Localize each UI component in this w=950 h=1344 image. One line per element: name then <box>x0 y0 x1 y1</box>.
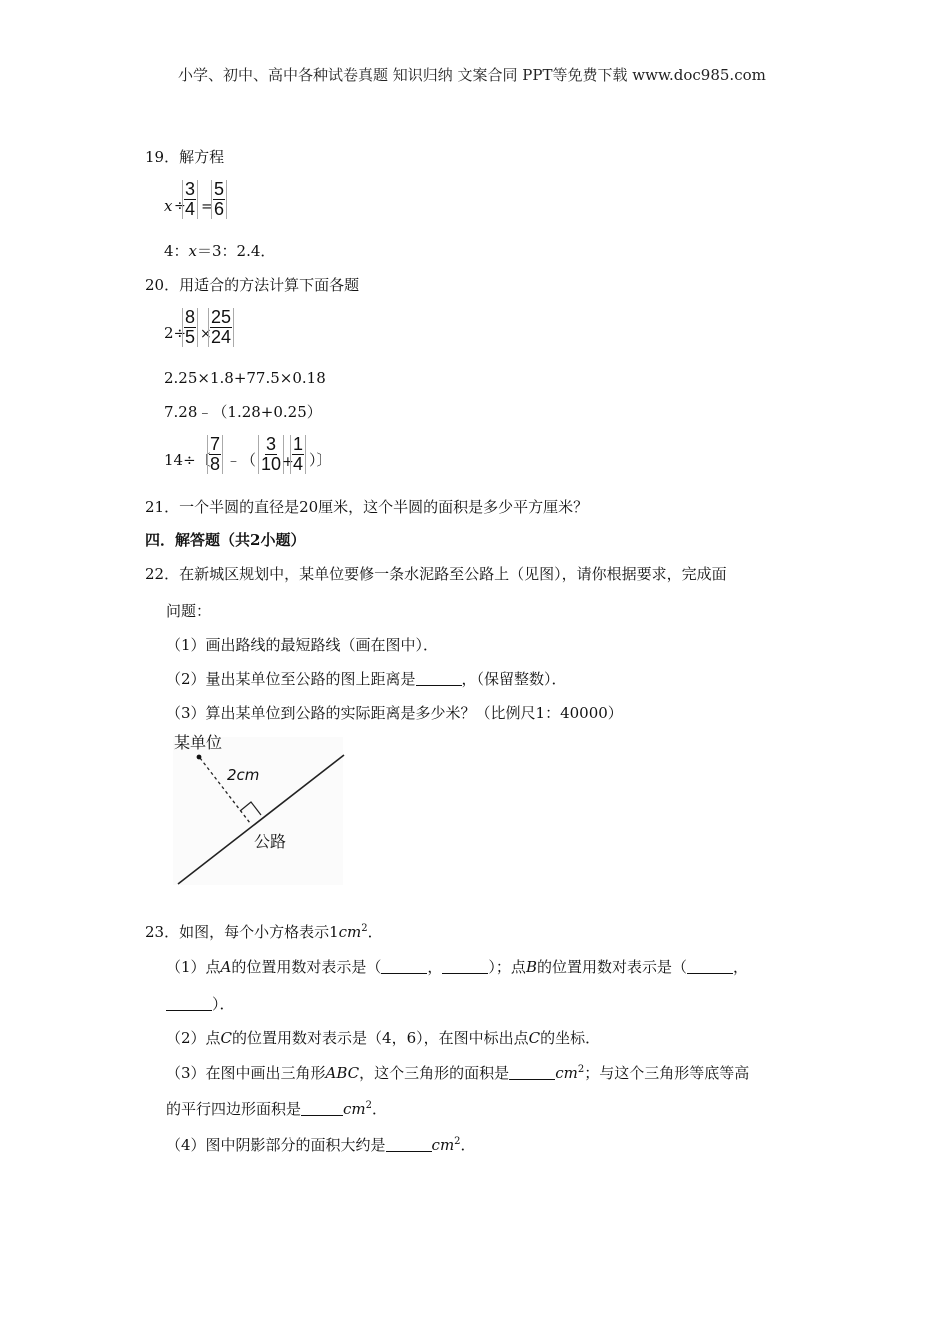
answer-blank[interactable] <box>416 673 462 686</box>
q19-title: 19．解方程 <box>145 148 225 166</box>
title-text: 23．如图，每个小方格表示1 <box>145 923 339 941</box>
point-a: A <box>220 958 232 976</box>
denominator: 6 <box>214 199 225 219</box>
times-sign: × <box>200 326 212 342</box>
q23-part-1 <box>166 960 748 975</box>
q20-title: 20．用适合的方法计算下面各题 <box>145 276 360 294</box>
unit-sup: 2 <box>454 1136 461 1147</box>
answer-blank-b-y[interactable] <box>166 998 212 1011</box>
minus-paren: ﹣（ <box>226 451 257 469</box>
unit-sup: 2 <box>361 923 368 934</box>
denominator: 4 <box>293 454 304 474</box>
q23-part-3-cont <box>166 1101 387 1117</box>
numerator: 25 <box>211 307 232 327</box>
text: 的坐标． <box>540 1029 601 1047</box>
answer-blank-triangle-area[interactable] <box>509 1067 555 1080</box>
denominator: 24 <box>211 327 232 347</box>
equals-sign: = <box>201 197 214 215</box>
road-figure <box>170 733 346 887</box>
fraction-8-5 <box>182 308 198 347</box>
p2-text-after: ，（保留整数）． <box>461 670 567 688</box>
numerator: 1 <box>293 434 304 454</box>
page-header: 小学、初中、高中各种试卷真题 知识归纳 文案合同 PPT等免费下载 www.doc985.com <box>178 66 766 84</box>
expr-close: ）〕 <box>309 451 332 469</box>
unit-cm: cm <box>431 1136 455 1154</box>
triangle-abc: ABC <box>325 1064 360 1082</box>
expr-lead: 2÷ <box>164 324 187 342</box>
q23-part-2 <box>166 1031 600 1046</box>
text: 的位置用数对表示是（ <box>536 958 687 976</box>
eq2-tail: ＝3：2.4． <box>197 242 276 260</box>
unit-point <box>197 755 202 760</box>
q22-part-3: （3）算出某单位到公路的实际距离是多少米？（比例尺1：40000） <box>166 704 623 722</box>
q22-line-1: 22．在新城区规划中，某单位要修一条水泥路至公路上（见图），请你根据要求，完成面 <box>145 565 727 583</box>
point-b: B <box>525 958 537 976</box>
var-x: x <box>164 197 173 215</box>
text: （3）在图中画出三角形 <box>166 1064 326 1082</box>
q23-part-1-cont <box>166 997 235 1012</box>
text: 的位置用数对表示是（ <box>231 958 382 976</box>
fraction-3-10 <box>258 435 284 474</box>
denominator: 5 <box>185 327 196 347</box>
numerator: 5 <box>214 179 225 199</box>
point-c: C <box>528 1029 541 1047</box>
text: ， <box>732 958 748 976</box>
fraction-1-4 <box>290 435 306 474</box>
fraction-25-24 <box>208 308 234 347</box>
road-label: 公路 <box>254 832 287 851</box>
q23-title <box>145 924 383 940</box>
answer-blank-a-y[interactable] <box>442 961 488 974</box>
text: （1）点 <box>166 958 221 976</box>
expr-lead: 14÷〔 <box>164 451 211 469</box>
numerator: 3 <box>266 434 277 454</box>
answer-blank-parallelogram-area[interactable] <box>301 1103 343 1116</box>
text: ． <box>460 1136 476 1154</box>
text: 的位置用数对表示是（4，6），在图中标出点 <box>232 1029 529 1047</box>
unit-cm: cm <box>555 1064 578 1082</box>
denominator: 10 <box>261 454 282 474</box>
eq2-lead: 4： <box>164 242 189 260</box>
fraction-5-6 <box>211 180 227 219</box>
q23-part-4 <box>166 1137 476 1153</box>
text: （4）图中阴影部分的面积大约是 <box>166 1136 386 1154</box>
q22-part-2 <box>166 672 567 687</box>
q23-part-3 <box>166 1065 749 1081</box>
q19-equation-2 <box>164 244 275 259</box>
answer-blank-a-x[interactable] <box>381 961 427 974</box>
unit-cm: cm <box>338 923 362 941</box>
unit-sup: 2 <box>577 1064 585 1075</box>
text: 的平行四边形面积是 <box>166 1100 302 1118</box>
q20-expression-3: 7.28﹣（1.28+0.25） <box>164 403 322 421</box>
unit-sup: 2 <box>365 1100 373 1111</box>
denominator: 8 <box>210 454 221 474</box>
fraction-3-4 <box>182 180 198 219</box>
text: ）． <box>212 995 235 1013</box>
var-x: x <box>188 242 198 260</box>
fraction-7-8 <box>207 435 223 474</box>
text: ． <box>372 1100 388 1118</box>
q20-expression-2: 2.25×1.8+77.5×0.18 <box>164 369 326 387</box>
numerator: 3 <box>185 179 196 199</box>
section-title: 四．解答题（共2小题） <box>145 531 306 549</box>
distance-label: 2cm <box>227 766 260 784</box>
text: （2）点 <box>166 1029 221 1047</box>
unit-cm: cm <box>343 1100 366 1118</box>
q21-text: 21．一个半圆的直径是20厘米，这个半圆的面积是多少平方厘米？ <box>145 498 589 516</box>
denominator: 4 <box>185 199 196 219</box>
numerator: 7 <box>210 434 221 454</box>
text: ， <box>427 958 443 976</box>
numerator: 8 <box>185 307 196 327</box>
point-c: C <box>220 1029 233 1047</box>
text: ，这个三角形的面积是 <box>359 1064 510 1082</box>
answer-blank-b-x[interactable] <box>687 961 733 974</box>
answer-blank-shaded-area[interactable] <box>386 1139 432 1152</box>
title-end: ． <box>367 923 383 941</box>
text: ）；点 <box>488 958 526 976</box>
text: ；与这个三角形等底等高 <box>584 1064 750 1082</box>
divide-sign: ÷ <box>174 198 186 214</box>
q22-line-2: 问题： <box>166 602 212 620</box>
plus-sign: + <box>282 454 294 470</box>
p2-text: （2）量出某单位至公路的图上距离是 <box>166 670 416 688</box>
unit-label: 某单位 <box>174 733 223 752</box>
q22-part-1: （1）画出路线的最短路线（画在图中）． <box>166 636 439 654</box>
